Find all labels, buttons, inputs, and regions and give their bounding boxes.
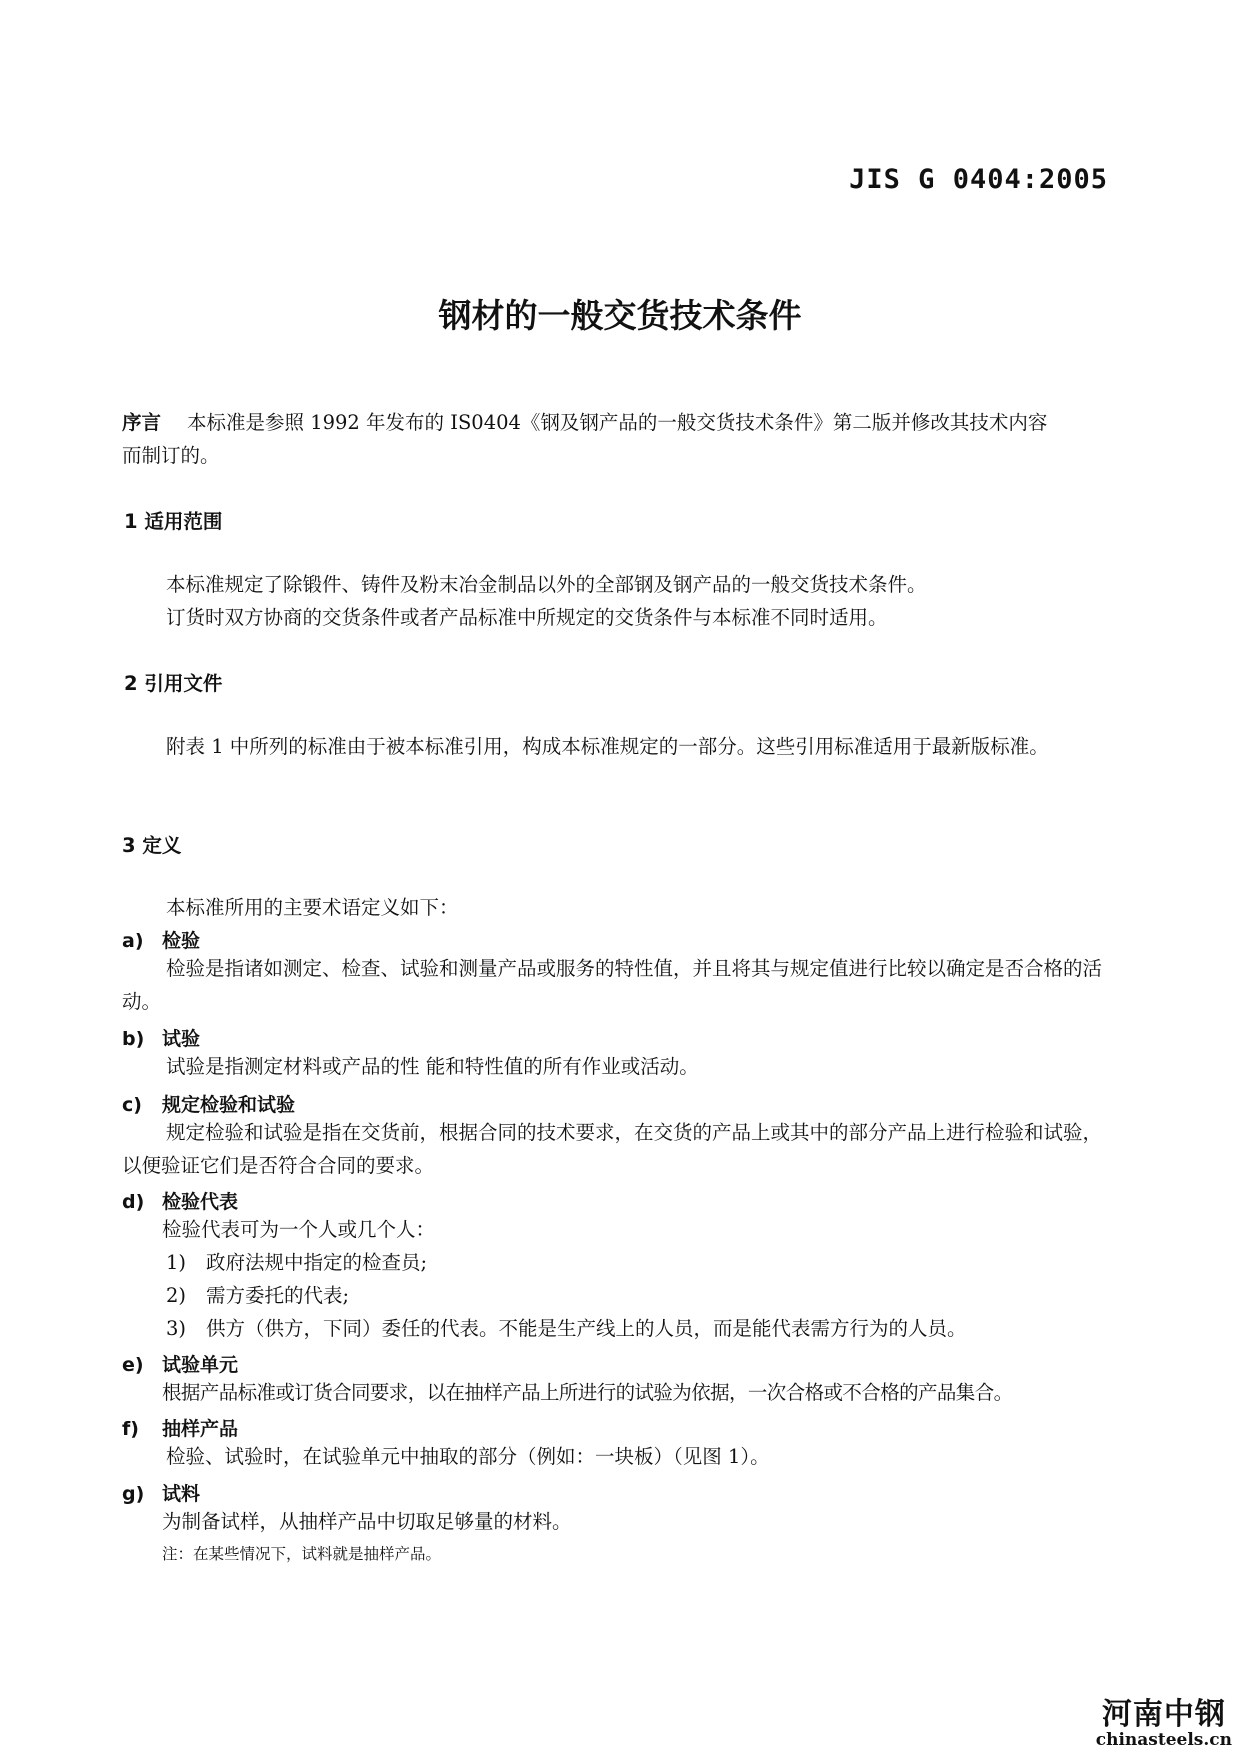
definition-term-f <box>122 1414 238 1441</box>
definition-label: d) <box>122 1191 145 1213</box>
list-item: 3) 供方（供方，下同）委任的代表。不能是生产线上的人员，而是能代表需方行为的人员。 <box>166 1317 967 1340</box>
standard-code: JIS G 0404:2005 <box>849 164 1108 195</box>
foreword-text: 本标准是参照 1992 年发布的 IS0404《钢及钢产品的一般交货技术条件》第二版并修改其技术内容 <box>187 411 1048 434</box>
definition-text: 检验、试验时，在试验单元中抽取的部分（例如：一块板）（见图 1）。 <box>166 1445 770 1468</box>
watermark-url: chinasteels.cn <box>1095 1730 1232 1750</box>
section-paragraph: 本标准规定了除锻件、铸件及粉末冶金制品以外的全部钢及钢产品的一般交货技术条件。 <box>166 573 927 596</box>
definitions-intro: 本标准所用的主要术语定义如下： <box>166 896 459 919</box>
section-paragraph: 附表 1 中所列的标准由于被本标准引用，构成本标准规定的一部分。这些引用标准适用于最新版标准。 <box>166 735 1049 758</box>
definition-term: 试验单元 <box>162 1354 239 1376</box>
definition-term-e <box>122 1350 238 1377</box>
definition-label: c) <box>122 1094 142 1116</box>
definition-term-c <box>122 1090 295 1117</box>
definition-text: 为制备试样，从抽样产品中切取足够量的材料。 <box>162 1510 572 1533</box>
definition-term-g <box>122 1479 200 1506</box>
foreword <box>122 406 1112 472</box>
note: 注：在某些情况下，试料就是抽样产品。 <box>162 1545 442 1563</box>
section-paragraph: 订货时双方协商的交货条件或者产品标准中所规定的交货条件与本标准不同时适用。 <box>166 606 888 629</box>
definition-term: 试料 <box>162 1483 201 1505</box>
definition-label: f) <box>122 1418 139 1440</box>
definition-text: 根据产品标准或订货合同要求，以在抽样产品上所进行的试验为依据，一次合格或不合格的产品集合。 <box>162 1381 1013 1404</box>
definition-label: e) <box>122 1354 144 1376</box>
definition-term: 抽样产品 <box>162 1418 239 1440</box>
definition-text: 检验代表可为一个人或几个人： <box>162 1218 436 1241</box>
definition-term: 试验 <box>162 1028 201 1050</box>
definition-term-b <box>122 1024 200 1051</box>
section-heading-scope: 1 适用范围 <box>124 510 223 533</box>
watermark-logo <box>1095 1697 1232 1750</box>
foreword-text-cont: 而制订的。 <box>122 444 220 467</box>
definition-text: 规定检验和试验是指在交货前，根据合同的技术要求，在交货的产品上或其中的部分产品上进行检验和试验，以便验证它们是否符合合同的要求。 <box>122 1121 1103 1177</box>
definition-text: 试验是指测定材料或产品的性 能和特性值的所有作业或活动。 <box>166 1055 699 1078</box>
definition-label: b) <box>122 1028 145 1050</box>
list-item: 2) 需方委托的代表; <box>166 1284 350 1307</box>
definition-term-a <box>122 926 200 953</box>
definition-label: g) <box>122 1483 145 1505</box>
definition-term: 规定检验和试验 <box>162 1094 296 1116</box>
definition-term: 检验代表 <box>162 1191 239 1213</box>
section-heading-references: 2 引用文件 <box>124 672 223 695</box>
document-title: 钢材的一般交货技术条件 <box>438 296 802 335</box>
definition-term: 检验 <box>162 930 201 952</box>
list-item: 1) 政府法规中指定的检查员; <box>166 1251 428 1274</box>
definition-term-d <box>122 1187 238 1214</box>
foreword-label: 序言 <box>122 411 162 434</box>
watermark-cn: 河南中钢 <box>1101 1697 1226 1732</box>
section-heading-definitions: 3 定义 <box>122 834 182 857</box>
definition-text: 检验是指诸如测定、检查、试验和测量产品或服务的特性值，并且将其与规定值进行比较以确定是否合格的活动。 <box>122 957 1103 1013</box>
definition-label: a) <box>122 930 144 952</box>
